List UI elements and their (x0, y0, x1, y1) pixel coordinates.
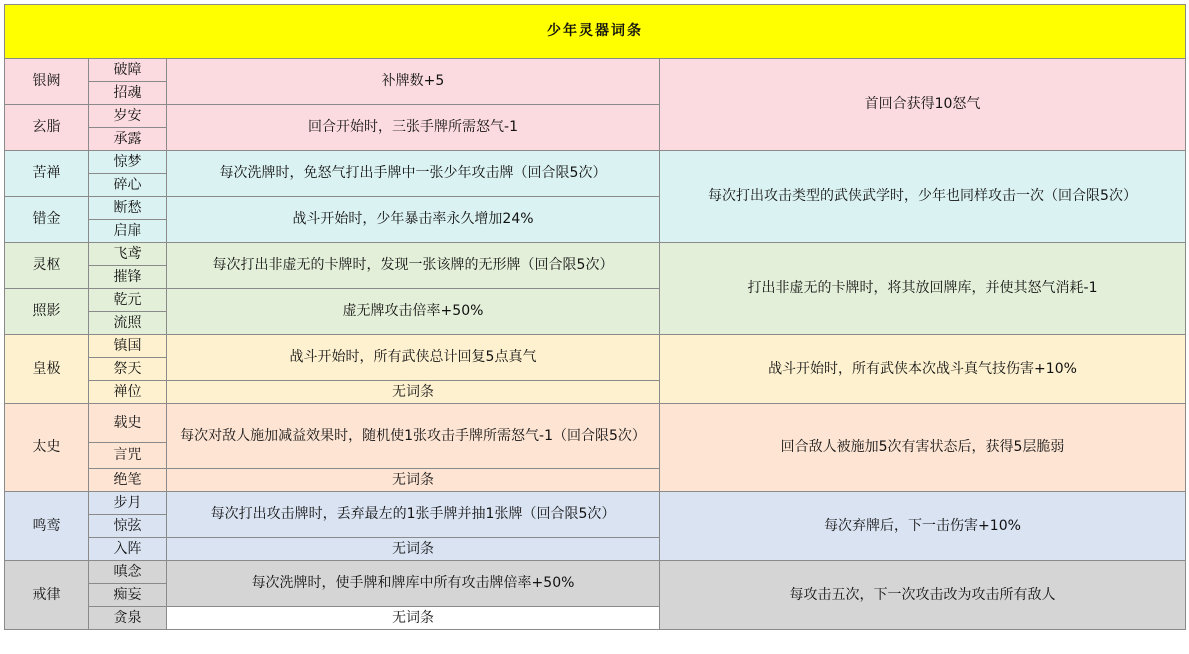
set-effect-cell: 战斗开始时，所有武侠本次战斗真气技伤害+10% (660, 335, 1186, 404)
set-effect-cell: 每次弃牌后，下一击伤害+10% (660, 492, 1186, 561)
sub-name: 镇国 (89, 335, 167, 358)
set-effect-cell: 每攻击五次，下一次攻击改为攻击所有敌人 (660, 561, 1186, 630)
sub-name: 惊弦 (89, 515, 167, 538)
sub-name: 入阵 (89, 538, 167, 561)
set-effect-cell: 回合敌人被施加5次有害状态后，获得5层脆弱 (660, 404, 1186, 492)
group-name: 太史 (5, 404, 89, 492)
sub-name: 贪泉 (89, 607, 167, 630)
effect-cell: 每次洗牌时，使手牌和牌库中所有攻击牌倍率+50% (167, 561, 660, 607)
effect-cell: 无词条 (167, 469, 660, 492)
sub-name: 流照 (89, 312, 167, 335)
effect-cell: 每次打出攻击牌时，丢弃最左的1张手牌并抽1张牌（回合限5次） (167, 492, 660, 538)
group-name: 皇极 (5, 335, 89, 404)
table-title: 少年灵器词条 (5, 5, 1186, 59)
sub-name: 痴妄 (89, 584, 167, 607)
group-name: 灵枢 (5, 243, 89, 289)
sub-name: 嗔念 (89, 561, 167, 584)
set-effect-cell: 首回合获得10怒气 (660, 59, 1186, 151)
sub-name: 载史 (89, 404, 167, 443)
sub-name: 碎心 (89, 174, 167, 197)
sub-name: 言咒 (89, 443, 167, 469)
group-name: 银阙 (5, 59, 89, 105)
effect-cell: 战斗开始时，所有武侠总计回复5点真气 (167, 335, 660, 381)
effect-cell: 无词条 (167, 381, 660, 404)
sub-name: 惊梦 (89, 151, 167, 174)
effect-cell: 战斗开始时，少年暴击率永久增加24% (167, 197, 660, 243)
group-name: 照影 (5, 289, 89, 335)
effect-cell: 无词条 (167, 538, 660, 561)
group-name: 苦禅 (5, 151, 89, 197)
effect-cell: 无词条 (167, 607, 660, 630)
sub-name: 断愁 (89, 197, 167, 220)
sub-name: 摧锋 (89, 266, 167, 289)
sub-name: 启扉 (89, 220, 167, 243)
sub-name: 破障 (89, 59, 167, 82)
sub-name: 岁安 (89, 105, 167, 128)
sub-name: 招魂 (89, 82, 167, 105)
sub-name: 祭天 (89, 358, 167, 381)
group-name: 戒律 (5, 561, 89, 630)
set-effect-cell: 每次打出攻击类型的武侠武学时，少年也同样攻击一次（回合限5次） (660, 151, 1186, 243)
spirit-artifact-table (4, 4, 1186, 630)
sub-name: 禅位 (89, 381, 167, 404)
effect-cell: 每次洗牌时，免怒气打出手牌中一张少年攻击牌（回合限5次） (167, 151, 660, 197)
set-effect-cell: 打出非虚无的卡牌时，将其放回牌库，并使其怒气消耗-1 (660, 243, 1186, 335)
effect-cell: 每次对敌人施加减益效果时，随机使1张攻击手牌所需怒气-1（回合限5次） (167, 404, 660, 469)
sub-name: 乾元 (89, 289, 167, 312)
group-name: 玄脂 (5, 105, 89, 151)
effect-cell: 每次打出非虚无的卡牌时，发现一张该牌的无形牌（回合限5次） (167, 243, 660, 289)
effect-cell: 补牌数+5 (167, 59, 660, 105)
group-name: 错金 (5, 197, 89, 243)
sub-name: 绝笔 (89, 469, 167, 492)
effect-cell: 虚无牌攻击倍率+50% (167, 289, 660, 335)
sub-name: 承露 (89, 128, 167, 151)
effect-cell: 回合开始时，三张手牌所需怒气-1 (167, 105, 660, 151)
group-name: 鸣鸾 (5, 492, 89, 561)
sub-name: 步月 (89, 492, 167, 515)
sub-name: 飞鸢 (89, 243, 167, 266)
